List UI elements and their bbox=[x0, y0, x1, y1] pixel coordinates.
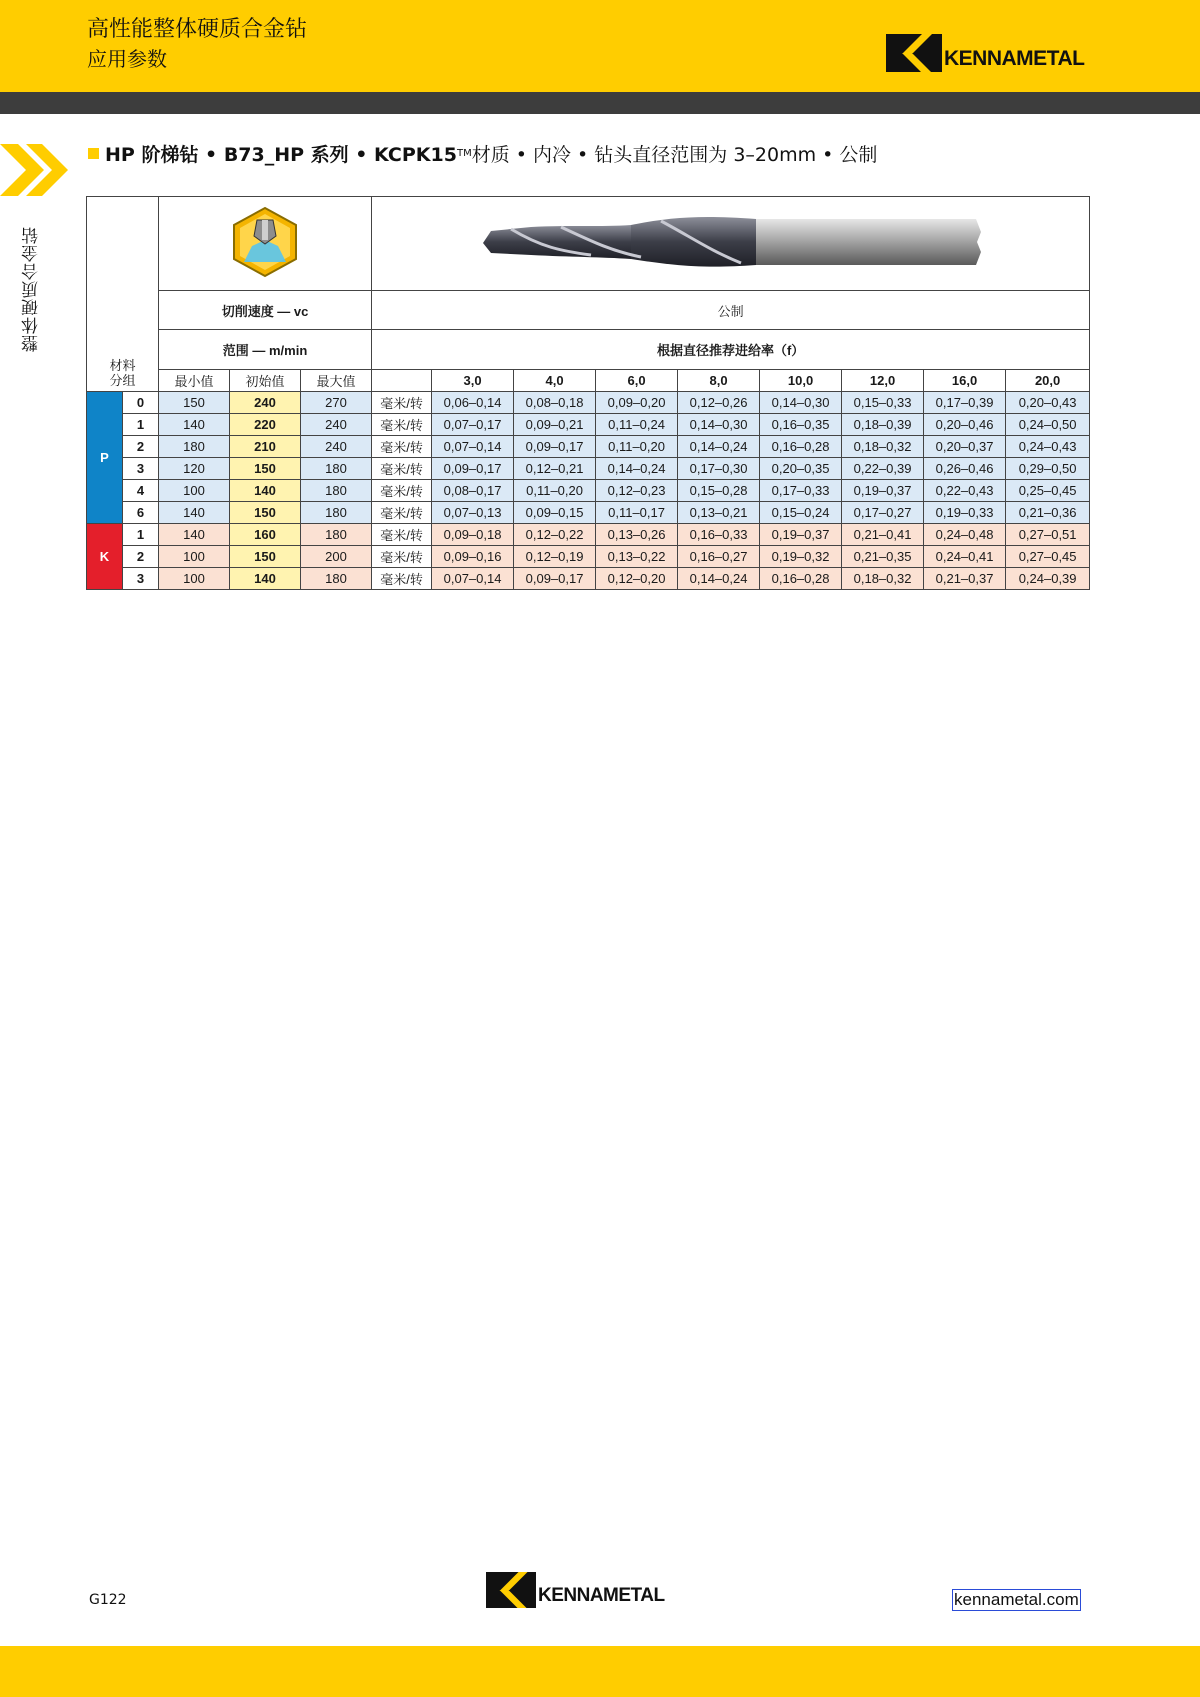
speed-min: 100 bbox=[159, 568, 230, 590]
feed-unit: 毫米/转 bbox=[372, 568, 432, 590]
feed-value: 0,09–0,15 bbox=[514, 502, 596, 524]
metric-label: 公制 bbox=[372, 291, 1090, 330]
application-parameters-table bbox=[86, 196, 1090, 590]
section-title bbox=[88, 140, 877, 167]
page-subtitle: 应用参数 bbox=[87, 47, 167, 71]
feed-value: 0,09–0,16 bbox=[432, 546, 514, 568]
diameter-header: 16,0 bbox=[924, 370, 1006, 392]
speed-init: 140 bbox=[230, 568, 301, 590]
speed-max: 180 bbox=[301, 480, 372, 502]
feed-value: 0,16–0,28 bbox=[760, 568, 842, 590]
table-row bbox=[87, 524, 1090, 546]
table-row bbox=[87, 392, 1090, 414]
feed-unit: 毫米/转 bbox=[372, 458, 432, 480]
diameter-header: 12,0 bbox=[842, 370, 924, 392]
feed-value: 0,19–0,33 bbox=[924, 502, 1006, 524]
sub-group-number: 2 bbox=[123, 436, 159, 458]
speed-max: 200 bbox=[301, 546, 372, 568]
feed-value: 0,12–0,20 bbox=[596, 568, 678, 590]
diameter-header: 10,0 bbox=[760, 370, 842, 392]
speed-min: 140 bbox=[159, 502, 230, 524]
feed-value: 0,15–0,24 bbox=[760, 502, 842, 524]
website-link[interactable]: kennametal.com bbox=[954, 1590, 1079, 1609]
sub-group-number: 3 bbox=[123, 568, 159, 590]
feed-value: 0,13–0,21 bbox=[678, 502, 760, 524]
feed-value: 0,12–0,23 bbox=[596, 480, 678, 502]
speed-max: 240 bbox=[301, 414, 372, 436]
section-title-tail: 材质 • 内冷 • 钻头直径范围为 3–20mm • 公制 bbox=[471, 144, 878, 166]
feed-value: 0,24–0,48 bbox=[924, 524, 1006, 546]
speed-init: 150 bbox=[230, 546, 301, 568]
feed-unit: 毫米/转 bbox=[372, 546, 432, 568]
feed-value: 0,12–0,26 bbox=[678, 392, 760, 414]
bullet-square-icon bbox=[88, 148, 99, 159]
speed-init: 160 bbox=[230, 524, 301, 546]
range-label: 范围 — m/min bbox=[159, 330, 372, 370]
table-row bbox=[87, 546, 1090, 568]
speed-max: 240 bbox=[301, 436, 372, 458]
feed-value: 0,12–0,22 bbox=[514, 524, 596, 546]
diameter-header: 6,0 bbox=[596, 370, 678, 392]
feed-value: 0,12–0,19 bbox=[514, 546, 596, 568]
sub-group-number: 4 bbox=[123, 480, 159, 502]
feed-unit: 毫米/转 bbox=[372, 502, 432, 524]
min-header: 最小值 bbox=[159, 370, 230, 392]
feed-value: 0,21–0,37 bbox=[924, 568, 1006, 590]
feed-value: 0,16–0,28 bbox=[760, 436, 842, 458]
feed-value: 0,22–0,43 bbox=[924, 480, 1006, 502]
feed-value: 0,27–0,45 bbox=[1006, 546, 1090, 568]
feed-value: 0,21–0,41 bbox=[842, 524, 924, 546]
kennametal-wordmark: KENNAMETAL bbox=[538, 1585, 665, 1606]
sub-group-number: 3 bbox=[123, 458, 159, 480]
section-title-main: HP 阶梯钻 • B73_HP 系列 • KCPK15 bbox=[105, 144, 457, 166]
feed-unit: 毫米/转 bbox=[372, 524, 432, 546]
feed-value: 0,18–0,39 bbox=[842, 414, 924, 436]
feed-unit: 毫米/转 bbox=[372, 392, 432, 414]
feed-value: 0,07–0,17 bbox=[432, 414, 514, 436]
feed-value: 0,07–0,13 bbox=[432, 502, 514, 524]
feed-value: 0,25–0,45 bbox=[1006, 480, 1090, 502]
chevron-right-icon bbox=[0, 144, 76, 196]
diameter-header: 4,0 bbox=[514, 370, 596, 392]
feed-value: 0,09–0,20 bbox=[596, 392, 678, 414]
feed-value: 0,18–0,32 bbox=[842, 568, 924, 590]
feed-value: 0,14–0,24 bbox=[678, 436, 760, 458]
feed-value: 0,09–0,17 bbox=[514, 436, 596, 458]
page-number: G122 bbox=[89, 1592, 127, 1608]
sub-group-number: 6 bbox=[123, 502, 159, 524]
page-title: 高性能整体硬质合金钻 bbox=[87, 17, 308, 42]
feed-value: 0,14–0,24 bbox=[678, 568, 760, 590]
feed-value: 0,27–0,51 bbox=[1006, 524, 1090, 546]
feed-value: 0,24–0,43 bbox=[1006, 436, 1090, 458]
footer-band bbox=[0, 1646, 1200, 1697]
feed-unit: 毫米/转 bbox=[372, 480, 432, 502]
feed-value: 0,24–0,41 bbox=[924, 546, 1006, 568]
material-group-header bbox=[87, 197, 159, 392]
speed-init: 220 bbox=[230, 414, 301, 436]
feed-value: 0,15–0,28 bbox=[678, 480, 760, 502]
init-header: 初始值 bbox=[230, 370, 301, 392]
speed-init: 140 bbox=[230, 480, 301, 502]
feed-value: 0,16–0,33 bbox=[678, 524, 760, 546]
diameter-header: 20,0 bbox=[1006, 370, 1090, 392]
table-row bbox=[87, 568, 1090, 590]
feed-unit: 毫米/转 bbox=[372, 436, 432, 458]
feed-value: 0,17–0,30 bbox=[678, 458, 760, 480]
feed-value: 0,11–0,24 bbox=[596, 414, 678, 436]
feed-value: 0,19–0,32 bbox=[760, 546, 842, 568]
feed-rate-label: 根据直径推荐进给率（f） bbox=[372, 330, 1090, 370]
kennametal-wordmark: KENNAMETAL bbox=[944, 47, 1085, 70]
speed-max: 270 bbox=[301, 392, 372, 414]
feed-value: 0,14–0,24 bbox=[596, 458, 678, 480]
feed-value: 0,21–0,36 bbox=[1006, 502, 1090, 524]
feed-value: 0,11–0,17 bbox=[596, 502, 678, 524]
feed-value: 0,16–0,27 bbox=[678, 546, 760, 568]
feed-value: 0,17–0,39 bbox=[924, 392, 1006, 414]
feed-value: 0,19–0,37 bbox=[842, 480, 924, 502]
feed-value: 0,16–0,35 bbox=[760, 414, 842, 436]
unit-header bbox=[372, 370, 432, 392]
speed-max: 180 bbox=[301, 502, 372, 524]
feed-value: 0,18–0,32 bbox=[842, 436, 924, 458]
feed-value: 0,14–0,30 bbox=[678, 414, 760, 436]
feed-value: 0,09–0,17 bbox=[432, 458, 514, 480]
internal-coolant-icon bbox=[230, 206, 300, 278]
feed-value: 0,09–0,21 bbox=[514, 414, 596, 436]
speed-init: 150 bbox=[230, 458, 301, 480]
table-row bbox=[87, 480, 1090, 502]
diameter-header: 8,0 bbox=[678, 370, 760, 392]
feed-value: 0,22–0,39 bbox=[842, 458, 924, 480]
speed-min: 120 bbox=[159, 458, 230, 480]
material-group-k: K bbox=[87, 524, 123, 590]
feed-unit: 毫米/转 bbox=[372, 414, 432, 436]
feed-value: 0,29–0,50 bbox=[1006, 458, 1090, 480]
coolant-icon-cell bbox=[159, 197, 372, 291]
feed-value: 0,11–0,20 bbox=[514, 480, 596, 502]
speed-min: 150 bbox=[159, 392, 230, 414]
feed-value: 0,07–0,14 bbox=[432, 568, 514, 590]
speed-max: 180 bbox=[301, 568, 372, 590]
kennametal-mark-icon bbox=[886, 34, 942, 72]
table-row bbox=[87, 414, 1090, 436]
cutting-speed-label: 切削速度 — vc bbox=[159, 291, 372, 330]
feed-value: 0,20–0,37 bbox=[924, 436, 1006, 458]
max-header: 最大值 bbox=[301, 370, 372, 392]
feed-value: 0,09–0,17 bbox=[514, 568, 596, 590]
feed-value: 0,09–0,18 bbox=[432, 524, 514, 546]
sub-group-number: 1 bbox=[123, 414, 159, 436]
feed-value: 0,12–0,21 bbox=[514, 458, 596, 480]
feed-value: 0,13–0,22 bbox=[596, 546, 678, 568]
speed-init: 210 bbox=[230, 436, 301, 458]
sub-group-number: 0 bbox=[123, 392, 159, 414]
speed-min: 100 bbox=[159, 546, 230, 568]
speed-init: 150 bbox=[230, 502, 301, 524]
step-drill-image bbox=[471, 207, 991, 277]
sidebar-vertical-label: 整体硬质合金钻 bbox=[22, 226, 42, 352]
drill-image-cell bbox=[372, 197, 1090, 291]
feed-value: 0,11–0,20 bbox=[596, 436, 678, 458]
table-row bbox=[87, 436, 1090, 458]
feed-value: 0,21–0,35 bbox=[842, 546, 924, 568]
sub-group-number: 1 bbox=[123, 524, 159, 546]
header-divider-band bbox=[0, 92, 1200, 114]
feed-value: 0,20–0,46 bbox=[924, 414, 1006, 436]
feed-value: 0,17–0,27 bbox=[842, 502, 924, 524]
speed-min: 140 bbox=[159, 524, 230, 546]
feed-value: 0,13–0,26 bbox=[596, 524, 678, 546]
feed-value: 0,17–0,33 bbox=[760, 480, 842, 502]
feed-value: 0,24–0,39 bbox=[1006, 568, 1090, 590]
feed-value: 0,19–0,37 bbox=[760, 524, 842, 546]
speed-init: 240 bbox=[230, 392, 301, 414]
kennametal-logo-header bbox=[886, 34, 1084, 72]
table-row bbox=[87, 458, 1090, 480]
speed-max: 180 bbox=[301, 524, 372, 546]
feed-value: 0,20–0,35 bbox=[760, 458, 842, 480]
feed-value: 0,26–0,46 bbox=[924, 458, 1006, 480]
speed-min: 140 bbox=[159, 414, 230, 436]
feed-value: 0,06–0,14 bbox=[432, 392, 514, 414]
feed-value: 0,08–0,18 bbox=[514, 392, 596, 414]
speed-max: 180 bbox=[301, 458, 372, 480]
material-group-label: 材料 分组 bbox=[109, 358, 136, 388]
speed-min: 180 bbox=[159, 436, 230, 458]
kennametal-mark-icon bbox=[486, 1572, 536, 1608]
sub-group-number: 2 bbox=[123, 546, 159, 568]
feed-value: 0,24–0,50 bbox=[1006, 414, 1090, 436]
feed-value: 0,20–0,43 bbox=[1006, 392, 1090, 414]
diameter-header: 3,0 bbox=[432, 370, 514, 392]
material-group-p: P bbox=[87, 392, 123, 524]
kennametal-logo-footer bbox=[486, 1572, 665, 1608]
feed-value: 0,14–0,30 bbox=[760, 392, 842, 414]
feed-value: 0,15–0,33 bbox=[842, 392, 924, 414]
feed-value: 0,07–0,14 bbox=[432, 436, 514, 458]
trademark-mark: TM bbox=[456, 148, 472, 159]
feed-value: 0,08–0,17 bbox=[432, 480, 514, 502]
table-row bbox=[87, 502, 1090, 524]
speed-min: 100 bbox=[159, 480, 230, 502]
